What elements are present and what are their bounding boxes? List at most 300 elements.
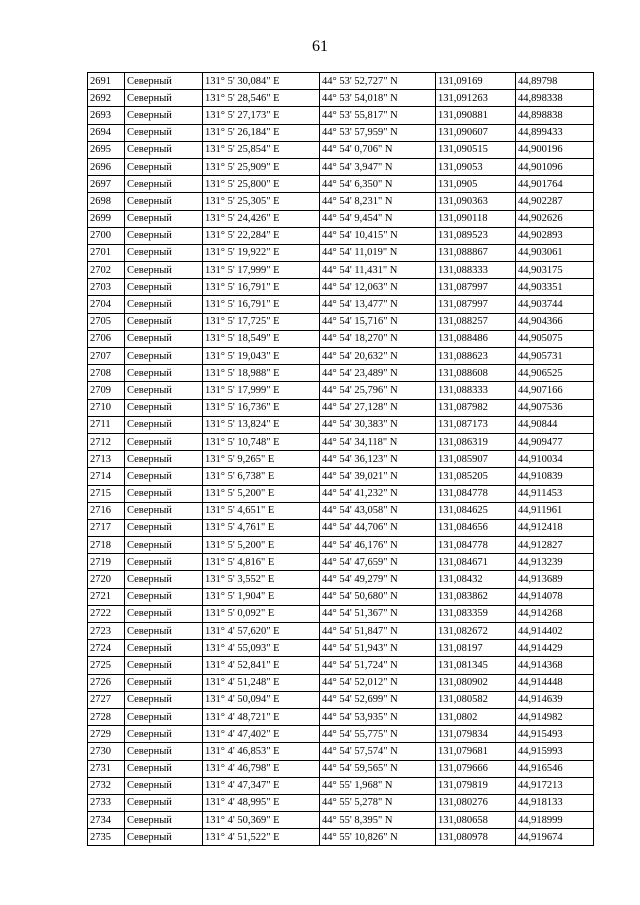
table-row	[88, 330, 594, 347]
longitude-decimal-cell: 131,085205	[436, 468, 516, 485]
longitude-decimal-cell: 131,086319	[436, 433, 516, 450]
region-cell: Северный	[125, 227, 203, 244]
longitude-decimal-cell: 131,087982	[436, 399, 516, 416]
table-row	[88, 365, 594, 382]
point-number-cell: 2693	[88, 107, 125, 124]
table-row	[88, 726, 594, 743]
region-cell: Северный	[125, 262, 203, 279]
longitude-dms-cell: 131° 4' 51,248" E	[203, 674, 320, 691]
latitude-dms-cell: 44° 55' 10,826" N	[320, 829, 436, 846]
longitude-dms-cell: 131° 5' 5,200" E	[203, 537, 320, 554]
latitude-dms-cell: 44° 54' 51,367" N	[320, 605, 436, 622]
longitude-decimal-cell: 131,088623	[436, 348, 516, 365]
table-row	[88, 519, 594, 536]
latitude-decimal-cell: 44,898338	[516, 90, 594, 107]
latitude-dms-cell: 44° 54' 52,699" N	[320, 691, 436, 708]
region-cell: Северный	[125, 777, 203, 794]
latitude-dms-cell: 44° 54' 39,021" N	[320, 468, 436, 485]
point-number-cell: 2704	[88, 296, 125, 313]
latitude-dms-cell: 44° 54' 41,232" N	[320, 485, 436, 502]
longitude-dms-cell: 131° 5' 17,999" E	[203, 262, 320, 279]
latitude-decimal-cell: 44,903744	[516, 296, 594, 313]
region-cell: Северный	[125, 313, 203, 330]
longitude-decimal-cell: 131,084625	[436, 502, 516, 519]
latitude-decimal-cell: 44,912827	[516, 537, 594, 554]
longitude-decimal-cell: 131,080902	[436, 674, 516, 691]
latitude-dms-cell: 44° 54' 49,279" N	[320, 571, 436, 588]
longitude-dms-cell: 131° 5' 25,909" E	[203, 158, 320, 175]
longitude-decimal-cell: 131,084656	[436, 519, 516, 536]
table-row	[88, 502, 594, 519]
point-number-cell: 2717	[88, 519, 125, 536]
point-number-cell: 2723	[88, 623, 125, 640]
longitude-decimal-cell: 131,088608	[436, 365, 516, 382]
table-row	[88, 829, 594, 846]
longitude-decimal-cell: 131,079834	[436, 726, 516, 743]
longitude-dms-cell: 131° 5' 18,549" E	[203, 330, 320, 347]
point-number-cell: 2729	[88, 726, 125, 743]
point-number-cell: 2728	[88, 708, 125, 725]
latitude-dms-cell: 44° 54' 23,489" N	[320, 365, 436, 382]
latitude-decimal-cell: 44,909477	[516, 433, 594, 450]
latitude-dms-cell: 44° 54' 3,947" N	[320, 158, 436, 175]
latitude-decimal-cell: 44,915993	[516, 743, 594, 760]
table-row	[88, 399, 594, 416]
latitude-dms-cell: 44° 54' 52,012" N	[320, 674, 436, 691]
longitude-dms-cell: 131° 5' 19,043" E	[203, 348, 320, 365]
longitude-dms-cell: 131° 4' 48,721" E	[203, 708, 320, 725]
longitude-decimal-cell: 131,087997	[436, 296, 516, 313]
point-number-cell: 2694	[88, 124, 125, 141]
latitude-decimal-cell: 44,906525	[516, 365, 594, 382]
longitude-dms-cell: 131° 5' 9,265" E	[203, 451, 320, 468]
longitude-dms-cell: 131° 4' 50,094" E	[203, 691, 320, 708]
region-cell: Северный	[125, 554, 203, 571]
longitude-dms-cell: 131° 5' 10,748" E	[203, 433, 320, 450]
point-number-cell: 2712	[88, 433, 125, 450]
latitude-dms-cell: 44° 54' 51,847" N	[320, 623, 436, 640]
table-row	[88, 158, 594, 175]
longitude-dms-cell: 131° 4' 48,995" E	[203, 794, 320, 811]
longitude-dms-cell: 131° 4' 47,347" E	[203, 777, 320, 794]
latitude-dms-cell: 44° 55' 8,395" N	[320, 812, 436, 829]
point-number-cell: 2695	[88, 141, 125, 158]
table-row	[88, 296, 594, 313]
longitude-decimal-cell: 131,088486	[436, 330, 516, 347]
table-row	[88, 794, 594, 811]
longitude-dms-cell: 131° 5' 17,999" E	[203, 382, 320, 399]
latitude-dms-cell: 44° 54' 55,775" N	[320, 726, 436, 743]
table-row	[88, 588, 594, 605]
region-cell: Северный	[125, 193, 203, 210]
table-row	[88, 605, 594, 622]
region-cell: Северный	[125, 348, 203, 365]
region-cell: Северный	[125, 640, 203, 657]
point-number-cell: 2732	[88, 777, 125, 794]
coordinates-table	[87, 72, 594, 846]
region-cell: Северный	[125, 519, 203, 536]
longitude-decimal-cell: 131,087997	[436, 279, 516, 296]
longitude-decimal-cell: 131,091263	[436, 90, 516, 107]
longitude-dms-cell: 131° 5' 27,173" E	[203, 107, 320, 124]
longitude-decimal-cell: 131,0905	[436, 176, 516, 193]
latitude-decimal-cell: 44,901096	[516, 158, 594, 175]
table-row	[88, 554, 594, 571]
longitude-decimal-cell: 131,08432	[436, 571, 516, 588]
longitude-decimal-cell: 131,087173	[436, 416, 516, 433]
longitude-dms-cell: 131° 5' 19,922" E	[203, 244, 320, 261]
longitude-decimal-cell: 131,084778	[436, 537, 516, 554]
latitude-decimal-cell: 44,916546	[516, 760, 594, 777]
longitude-dms-cell: 131° 5' 28,546" E	[203, 90, 320, 107]
longitude-decimal-cell: 131,0802	[436, 708, 516, 725]
latitude-dms-cell: 44° 54' 47,659" N	[320, 554, 436, 571]
latitude-dms-cell: 44° 53' 57,959" N	[320, 124, 436, 141]
table-row	[88, 812, 594, 829]
point-number-cell: 2702	[88, 262, 125, 279]
point-number-cell: 2710	[88, 399, 125, 416]
region-cell: Северный	[125, 124, 203, 141]
longitude-decimal-cell: 131,080276	[436, 794, 516, 811]
latitude-dms-cell: 44° 55' 1,968" N	[320, 777, 436, 794]
point-number-cell: 2734	[88, 812, 125, 829]
latitude-dms-cell: 44° 54' 34,118" N	[320, 433, 436, 450]
point-number-cell: 2725	[88, 657, 125, 674]
longitude-dms-cell: 131° 4' 51,522" E	[203, 829, 320, 846]
region-cell: Северный	[125, 399, 203, 416]
region-cell: Северный	[125, 571, 203, 588]
region-cell: Северный	[125, 158, 203, 175]
table-row	[88, 640, 594, 657]
latitude-dms-cell: 44° 54' 27,128" N	[320, 399, 436, 416]
latitude-dms-cell: 44° 54' 11,431" N	[320, 262, 436, 279]
point-number-cell: 2698	[88, 193, 125, 210]
latitude-dms-cell: 44° 55' 5,278" N	[320, 794, 436, 811]
longitude-dms-cell: 131° 4' 46,798" E	[203, 760, 320, 777]
latitude-decimal-cell: 44,89798	[516, 73, 594, 90]
longitude-dms-cell: 131° 4' 52,841" E	[203, 657, 320, 674]
longitude-decimal-cell: 131,088867	[436, 244, 516, 261]
region-cell: Северный	[125, 726, 203, 743]
longitude-decimal-cell: 131,085907	[436, 451, 516, 468]
table-row	[88, 107, 594, 124]
latitude-decimal-cell: 44,902893	[516, 227, 594, 244]
latitude-dms-cell: 44° 54' 9,454" N	[320, 210, 436, 227]
latitude-decimal-cell: 44,903175	[516, 262, 594, 279]
table-row	[88, 176, 594, 193]
table-row	[88, 313, 594, 330]
region-cell: Северный	[125, 244, 203, 261]
latitude-dms-cell: 44° 54' 51,724" N	[320, 657, 436, 674]
region-cell: Северный	[125, 657, 203, 674]
region-cell: Северный	[125, 107, 203, 124]
latitude-dms-cell: 44° 54' 0,706" N	[320, 141, 436, 158]
latitude-decimal-cell: 44,912418	[516, 519, 594, 536]
longitude-decimal-cell: 131,083359	[436, 605, 516, 622]
point-number-cell: 2719	[88, 554, 125, 571]
latitude-decimal-cell: 44,901764	[516, 176, 594, 193]
point-number-cell: 2727	[88, 691, 125, 708]
point-number-cell: 2713	[88, 451, 125, 468]
table-row	[88, 468, 594, 485]
point-number-cell: 2711	[88, 416, 125, 433]
longitude-decimal-cell: 131,088333	[436, 262, 516, 279]
region-cell: Северный	[125, 502, 203, 519]
point-number-cell: 2708	[88, 365, 125, 382]
region-cell: Северный	[125, 451, 203, 468]
longitude-dms-cell: 131° 5' 24,426" E	[203, 210, 320, 227]
longitude-decimal-cell: 131,090515	[436, 141, 516, 158]
longitude-decimal-cell: 131,090118	[436, 210, 516, 227]
longitude-dms-cell: 131° 5' 18,988" E	[203, 365, 320, 382]
point-number-cell: 2707	[88, 348, 125, 365]
point-number-cell: 2697	[88, 176, 125, 193]
region-cell: Северный	[125, 468, 203, 485]
region-cell: Северный	[125, 794, 203, 811]
table-row	[88, 623, 594, 640]
latitude-decimal-cell: 44,90844	[516, 416, 594, 433]
longitude-dms-cell: 131° 4' 55,093" E	[203, 640, 320, 657]
page-number: 61	[312, 38, 328, 55]
region-cell: Северный	[125, 743, 203, 760]
table-row	[88, 244, 594, 261]
region-cell: Северный	[125, 416, 203, 433]
latitude-decimal-cell: 44,902287	[516, 193, 594, 210]
longitude-decimal-cell: 131,079819	[436, 777, 516, 794]
table-row	[88, 760, 594, 777]
longitude-dms-cell: 131° 5' 4,816" E	[203, 554, 320, 571]
table-row	[88, 777, 594, 794]
table-row	[88, 382, 594, 399]
latitude-decimal-cell: 44,913689	[516, 571, 594, 588]
latitude-decimal-cell: 44,914268	[516, 605, 594, 622]
latitude-dms-cell: 44° 53' 54,018" N	[320, 90, 436, 107]
table-row	[88, 657, 594, 674]
table-row	[88, 485, 594, 502]
latitude-decimal-cell: 44,914429	[516, 640, 594, 657]
point-number-cell: 2703	[88, 279, 125, 296]
region-cell: Северный	[125, 90, 203, 107]
longitude-decimal-cell: 131,090607	[436, 124, 516, 141]
point-number-cell: 2720	[88, 571, 125, 588]
latitude-decimal-cell: 44,914448	[516, 674, 594, 691]
latitude-decimal-cell: 44,918999	[516, 812, 594, 829]
longitude-dms-cell: 131° 5' 17,725" E	[203, 313, 320, 330]
point-number-cell: 2716	[88, 502, 125, 519]
longitude-decimal-cell: 131,084671	[436, 554, 516, 571]
region-cell: Северный	[125, 279, 203, 296]
latitude-dms-cell: 44° 54' 20,632" N	[320, 348, 436, 365]
latitude-decimal-cell: 44,902626	[516, 210, 594, 227]
latitude-dms-cell: 44° 54' 51,943" N	[320, 640, 436, 657]
table-row	[88, 279, 594, 296]
longitude-decimal-cell: 131,080658	[436, 812, 516, 829]
point-number-cell: 2735	[88, 829, 125, 846]
longitude-decimal-cell: 131,079666	[436, 760, 516, 777]
longitude-dms-cell: 131° 5' 13,824" E	[203, 416, 320, 433]
table-row	[88, 210, 594, 227]
coordinates-table-body	[88, 73, 594, 846]
longitude-dms-cell: 131° 5' 16,736" E	[203, 399, 320, 416]
latitude-decimal-cell: 44,918133	[516, 794, 594, 811]
table-row	[88, 416, 594, 433]
table-row	[88, 537, 594, 554]
latitude-dms-cell: 44° 54' 30,383" N	[320, 416, 436, 433]
region-cell: Северный	[125, 433, 203, 450]
region-cell: Северный	[125, 365, 203, 382]
point-number-cell: 2709	[88, 382, 125, 399]
longitude-decimal-cell: 131,080978	[436, 829, 516, 846]
longitude-decimal-cell: 131,081345	[436, 657, 516, 674]
longitude-decimal-cell: 131,090363	[436, 193, 516, 210]
region-cell: Северный	[125, 382, 203, 399]
latitude-decimal-cell: 44,900196	[516, 141, 594, 158]
longitude-dms-cell: 131° 4' 50,369" E	[203, 812, 320, 829]
longitude-dms-cell: 131° 5' 6,738" E	[203, 468, 320, 485]
point-number-cell: 2726	[88, 674, 125, 691]
point-number-cell: 2714	[88, 468, 125, 485]
point-number-cell: 2731	[88, 760, 125, 777]
latitude-dms-cell: 44° 54' 8,231" N	[320, 193, 436, 210]
latitude-dms-cell: 44° 54' 18,270" N	[320, 330, 436, 347]
point-number-cell: 2733	[88, 794, 125, 811]
table-row	[88, 90, 594, 107]
longitude-dms-cell: 131° 5' 4,651" E	[203, 502, 320, 519]
longitude-dms-cell: 131° 5' 26,184" E	[203, 124, 320, 141]
latitude-dms-cell: 44° 54' 46,176" N	[320, 537, 436, 554]
longitude-dms-cell: 131° 5' 5,200" E	[203, 485, 320, 502]
longitude-dms-cell: 131° 5' 25,800" E	[203, 176, 320, 193]
point-number-cell: 2721	[88, 588, 125, 605]
region-cell: Северный	[125, 296, 203, 313]
table-row	[88, 262, 594, 279]
latitude-decimal-cell: 44,914368	[516, 657, 594, 674]
latitude-decimal-cell: 44,914078	[516, 588, 594, 605]
latitude-dms-cell: 44° 53' 52,727" N	[320, 73, 436, 90]
point-number-cell: 2706	[88, 330, 125, 347]
longitude-dms-cell: 131° 5' 25,854" E	[203, 141, 320, 158]
longitude-dms-cell: 131° 4' 47,402" E	[203, 726, 320, 743]
latitude-decimal-cell: 44,911961	[516, 502, 594, 519]
latitude-decimal-cell: 44,910839	[516, 468, 594, 485]
point-number-cell: 2700	[88, 227, 125, 244]
region-cell: Северный	[125, 537, 203, 554]
table-row	[88, 571, 594, 588]
longitude-dms-cell: 131° 5' 16,791" E	[203, 279, 320, 296]
region-cell: Северный	[125, 73, 203, 90]
region-cell: Северный	[125, 829, 203, 846]
longitude-dms-cell: 131° 5' 3,552" E	[203, 571, 320, 588]
region-cell: Северный	[125, 485, 203, 502]
latitude-dms-cell: 44° 53' 55,817" N	[320, 107, 436, 124]
point-number-cell: 2724	[88, 640, 125, 657]
latitude-decimal-cell: 44,919674	[516, 829, 594, 846]
table-row	[88, 743, 594, 760]
longitude-dms-cell: 131° 5' 1,904" E	[203, 588, 320, 605]
region-cell: Северный	[125, 760, 203, 777]
point-number-cell: 2691	[88, 73, 125, 90]
point-number-cell: 2705	[88, 313, 125, 330]
latitude-decimal-cell: 44,913239	[516, 554, 594, 571]
longitude-dms-cell: 131° 5' 25,305" E	[203, 193, 320, 210]
latitude-decimal-cell: 44,911453	[516, 485, 594, 502]
longitude-dms-cell: 131° 5' 4,761" E	[203, 519, 320, 536]
latitude-dms-cell: 44° 54' 43,058" N	[320, 502, 436, 519]
longitude-decimal-cell: 131,082672	[436, 623, 516, 640]
latitude-decimal-cell: 44,914639	[516, 691, 594, 708]
table-row	[88, 141, 594, 158]
longitude-decimal-cell: 131,09053	[436, 158, 516, 175]
latitude-dms-cell: 44° 54' 11,019" N	[320, 244, 436, 261]
region-cell: Северный	[125, 141, 203, 158]
point-number-cell: 2699	[88, 210, 125, 227]
latitude-decimal-cell: 44,914402	[516, 623, 594, 640]
latitude-dms-cell: 44° 54' 53,935" N	[320, 708, 436, 725]
region-cell: Северный	[125, 691, 203, 708]
table-row	[88, 227, 594, 244]
latitude-decimal-cell: 44,903061	[516, 244, 594, 261]
point-number-cell: 2718	[88, 537, 125, 554]
point-number-cell: 2692	[88, 90, 125, 107]
longitude-decimal-cell: 131,080582	[436, 691, 516, 708]
latitude-decimal-cell: 44,907166	[516, 382, 594, 399]
table-row	[88, 674, 594, 691]
latitude-decimal-cell: 44,898838	[516, 107, 594, 124]
latitude-dms-cell: 44° 54' 57,574" N	[320, 743, 436, 760]
region-cell: Северный	[125, 176, 203, 193]
latitude-dms-cell: 44° 54' 10,415" N	[320, 227, 436, 244]
latitude-decimal-cell: 44,917213	[516, 777, 594, 794]
longitude-decimal-cell: 131,083862	[436, 588, 516, 605]
table-row	[88, 348, 594, 365]
region-cell: Северный	[125, 330, 203, 347]
longitude-decimal-cell: 131,089523	[436, 227, 516, 244]
table-row	[88, 691, 594, 708]
latitude-dms-cell: 44° 54' 59,565" N	[320, 760, 436, 777]
latitude-dms-cell: 44° 54' 25,796" N	[320, 382, 436, 399]
longitude-decimal-cell: 131,08197	[436, 640, 516, 657]
region-cell: Северный	[125, 623, 203, 640]
point-number-cell: 2715	[88, 485, 125, 502]
latitude-decimal-cell: 44,910034	[516, 451, 594, 468]
latitude-dms-cell: 44° 54' 12,063" N	[320, 279, 436, 296]
table-row	[88, 433, 594, 450]
region-cell: Северный	[125, 210, 203, 227]
region-cell: Северный	[125, 812, 203, 829]
longitude-dms-cell: 131° 5' 22,284" E	[203, 227, 320, 244]
longitude-decimal-cell: 131,079681	[436, 743, 516, 760]
point-number-cell: 2722	[88, 605, 125, 622]
longitude-decimal-cell: 131,088333	[436, 382, 516, 399]
table-row	[88, 193, 594, 210]
table-row	[88, 124, 594, 141]
latitude-dms-cell: 44° 54' 44,706" N	[320, 519, 436, 536]
region-cell: Северный	[125, 605, 203, 622]
latitude-dms-cell: 44° 54' 50,680" N	[320, 588, 436, 605]
longitude-decimal-cell: 131,088257	[436, 313, 516, 330]
point-number-cell: 2701	[88, 244, 125, 261]
longitude-decimal-cell: 131,084778	[436, 485, 516, 502]
latitude-dms-cell: 44° 54' 6,350" N	[320, 176, 436, 193]
longitude-dms-cell: 131° 5' 16,791" E	[203, 296, 320, 313]
region-cell: Северный	[125, 674, 203, 691]
longitude-decimal-cell: 131,09169	[436, 73, 516, 90]
longitude-dms-cell: 131° 5' 30,084" E	[203, 73, 320, 90]
region-cell: Северный	[125, 708, 203, 725]
region-cell: Северный	[125, 588, 203, 605]
table-row	[88, 73, 594, 90]
latitude-dms-cell: 44° 54' 36,123" N	[320, 451, 436, 468]
